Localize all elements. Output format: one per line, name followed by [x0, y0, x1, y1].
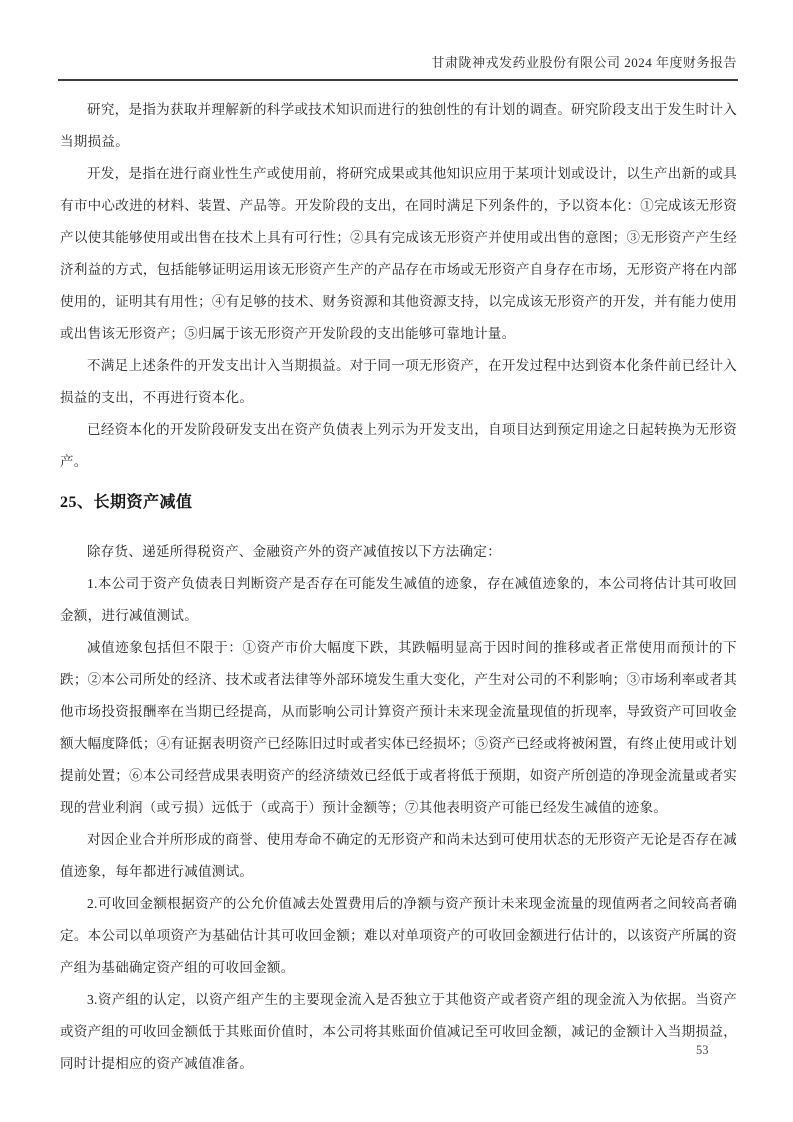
paragraph-capitalized-dev: 已经资本化的开发阶段研发支出在资产负债表上列示为开发支出，自项目达到预定用途之日起转换为无形资产。	[60, 422, 737, 469]
section-heading-25: 25、长期资产减值	[60, 494, 193, 511]
paragraph-goodwill-annual-test: 对因企业合并所形成的商誉、使用寿命不确定的无形资产和尚未达到可使用状态的无形资产无论是否存在减值迹象，每年都进行减值测试。	[60, 832, 737, 879]
paragraph-impairment-scope: 除存货、递延所得税资产、金融资产外的资产减值按以下方法确定：	[87, 544, 501, 559]
paragraph-impairment-indicators: 减值迹象包括但不限于：①资产市价大幅度下跌，其跌幅明显高于因时间的推移或者正常使用而预计的下跌；②本公司所处的经济、技术或者法律等外部环境发生重大变化，产生对公司的不利影响；③市场利率或者其他市场投资报酬率在当期已经提高，从而影响公司计算资产预计未来现金流量现值的折现率，导致资产可回收金额大幅度降低；④有证据表明资产已经陈旧过时或者实体已经损坏；⑤资产已经或将被闲置，有终止使用或计划提前处置；⑥本公司经营成果表明资产的经济绩效已经低于或者将低于预期，如资产所创造的净现金流量或者实现的营业利润（或亏损）远低于（或高于）预计金额等；⑦其他表明资产可能已经发生减值的迹象。	[60, 640, 737, 815]
header-rule	[58, 79, 738, 81]
paragraph-development: 开发，是指在进行商业性生产或使用前，将研究成果或其他知识应用于某项计划或设计，以生产出新的或具有市中心改进的材料、装置、产品等。开发阶段的支出，在同时满足下列条件的，予以资本化：①完成该无形资产以使其能够使用或出售在技术上具有可行性；②具有完成该无形资产并使用或出售的意图；③无形资产产生经济利益的方式，包括能够证明运用该无形资产生产的产品存在市场或无形资产自身存在市场，无形资产将在内部使用的，证明其有用性；④有足够的技术、财务资源和其他资源支持，以完成该无形资产的开发，并有能力使用或出售该无形资产；⑤归属于该无形资产开发阶段的支出能够可靠地计量。	[60, 166, 737, 341]
paragraph-expensed-dev: 不满足上述条件的开发支出计入当期损益。对于同一项无形资产，在开发过程中达到资本化条件前已经计入损益的支出，不再进行资本化。	[60, 358, 737, 405]
header-title: 甘肃陇神戎发药业股份有限公司 2024 年度财务报告	[431, 55, 737, 70]
paragraph-asset-group: 3.资产组的认定，以资产组产生的主要现金流入是否独立于其他资产或者资产组的现金流入为依据。当资产或资产组的可收回金额低于其账面价值时，本公司将其账面价值减记至可收回金额，减记的金额计入当期损益，同时计提相应的资产减值准备。	[60, 992, 737, 1071]
paragraph-recoverable-amount: 2.可收回金额根据资产的公允价值减去处置费用后的净额与资产预计未来现金流量的现值两者之间较高者确定。本公司以单项资产为基础估计其可收回金额；难以对单项资产的可收回金额进行估计的，以该资产所属的资产组为基础确定资产组的可收回金额。	[60, 896, 737, 975]
page-header	[60, 54, 737, 72]
paragraph-research: 研究，是指为获取并理解新的科学或技术知识而进行的独创性的有计划的调查。研究阶段支出于发生时计入当期损益。	[60, 102, 737, 149]
page-number: 53	[696, 1043, 709, 1057]
paragraph-impairment-test: 1.本公司于资产负债表日判断资产是否存在可能发生减值的迹象，存在减值迹象的，本公司将估计其可收回金额，进行减值测试。	[60, 576, 737, 623]
document-body	[60, 94, 737, 1080]
